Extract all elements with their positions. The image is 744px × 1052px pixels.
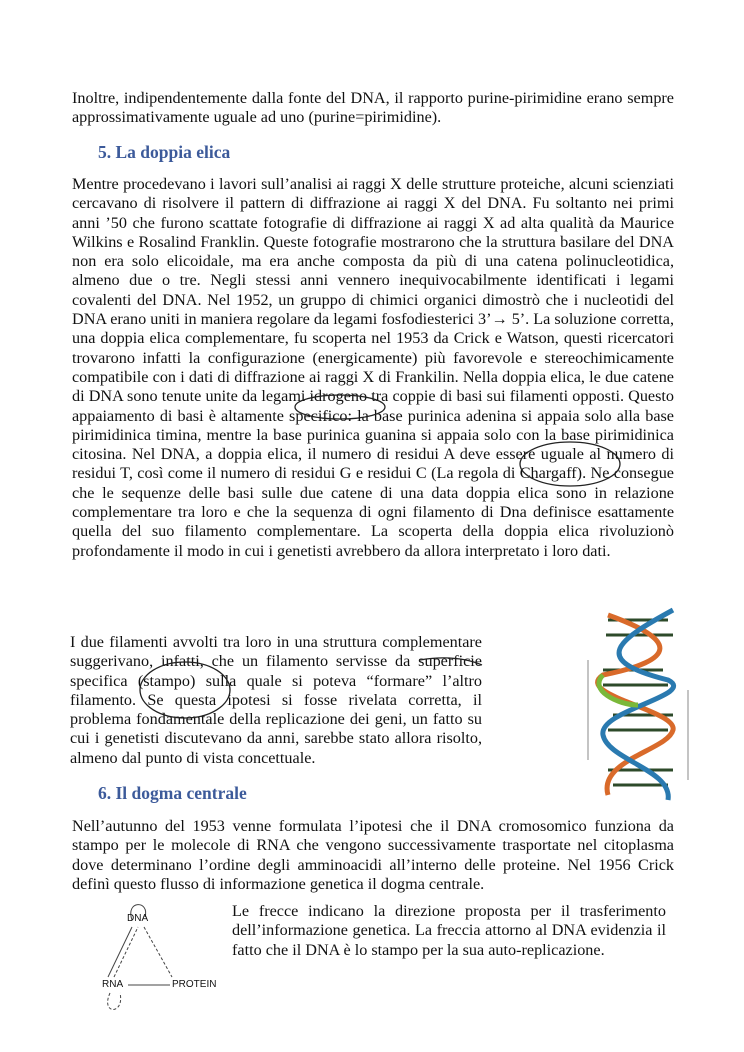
section-heading-doppia-elica: 5. La doppia elica: [98, 142, 231, 162]
rna-label: RNA: [102, 979, 124, 990]
diagram-caption: Le frecce indicano la direzione proposta per il trasferimento dell’informazione genetica. La freccia attorno al DNA evidenzia il fatto che il DNA è lo stampo per la sua auto-replicazione.: [232, 902, 666, 959]
central-dogma-diagram: [100, 895, 230, 1020]
dogma-paragraph: Nell’autunno del 1953 venne formulata l’ipotesi che il DNA cromosomico funziona da stampo per le molecole di RNA che vengono successivamente trasportate nel citoplasma dove determinano l’ordine degli amminoacidi all’interno delle proteine. Nel 1956 Crick definì questo flusso di informazione genetica il dogma centrale.: [72, 817, 674, 893]
dna-double-helix-image: [578, 600, 718, 805]
filamenti-paragraph: I due filamenti avvolti tra loro in una struttura complementare suggerivano, infatti, che un filamento servisse da superficie specifica (stampo) sulla quale si poteva “formare” l’altro filamento. Se questa ipotesi si fosse rivelata corretta, il problema fondamentale della replicazione dei geni, un fatto su cui i genetisti discutevano da anni, sarebbe stato allora risolto, almeno dal punto di vista concettuale.: [70, 633, 482, 767]
intro-paragraph: Inoltre, indipendentemente dalla fonte del DNA, il rapporto purine-pirimidine erano sempre approssimativamente uguale ad uno (purine=pirimidine).: [72, 89, 674, 127]
section-heading-dogma-centrale: 6. Il dogma centrale: [98, 783, 247, 803]
dna-label: DNA: [127, 913, 149, 924]
protein-label: PROTEIN: [172, 979, 217, 990]
dogma-arrows: [100, 895, 230, 1020]
doppia-elica-paragraph: Mentre procedevano i lavori sull’analisi ai raggi X delle strutture proteiche, alcuni scienziati cercavano di risolvere il pattern di diffrazione ai raggi X del DNA. Fu soltanto nei primi anni ’50 che furono scattate fotografie di diffrazione ai raggi X ad alta qualità da Maurice Wilkins e Rosalind Franklin. Queste fotografie mostrarono che la struttura basilare del DNA non era solo elicoidale, ma era anche composta da più di una catena polinucleotidica, almeno due o tre. Negli stessi anni vennero inequivocabilmente identificati i legami covalenti del DNA. Nel 1952, un gruppo di chimici organici dimostrò che i nucleotidi del DNA erano uniti in maniera regolare da legami fosfodiesterici 3’→ 5’. La soluzione corretta, una doppia elica complementare, fu scoperta nel 1953 da Crick e Watson, questi ricercatori trovarono infatti la configurazione (energicamente) più favorevole e stereochimicamente compatibile con i dati di diffrazione ai raggi X di Frankilin. Nella doppia elica, le due catene di DNA sono tenute unite da legami idrogeno tra coppie di basi sui filamenti opposti. Questo appaiamento di basi è altamente specifico: la base purinica adenina si appaia solo alla base pirimidinica timina, mentre la base purinica guanina si appaia solo con la base pirimidinica citosina. Nel DNA, a doppia elica, il numero di residui A deve essere uguale al numero di residui T, così come il numero di residui G e residui C (La regola di Chargaff). Ne consegue che le sequenze delle basi sulle due catene di una data doppia elica sono in relazione complementare tra loro e che la sequenza di ogni filamento di Dna definisce esattamente quella del suo filamento complementare. La scoperta della doppia elica rivoluzionò profondamente il modo in cui i genetisti avrebbero da allora interpretato i loro dati.: [72, 175, 674, 560]
